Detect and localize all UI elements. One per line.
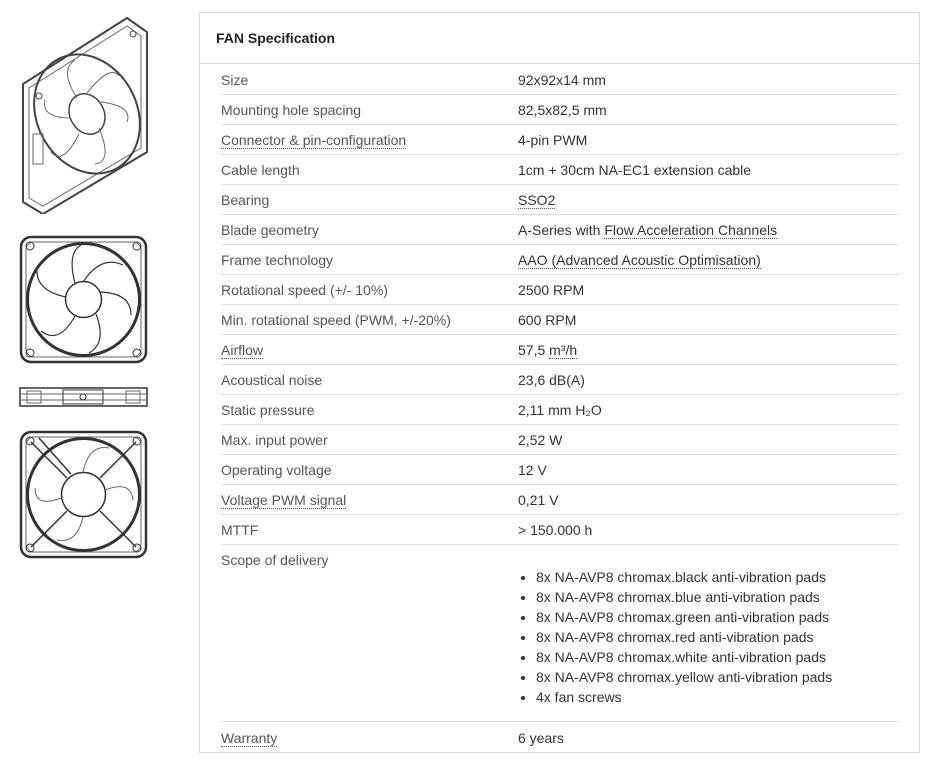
spec-value: 0,21 V: [518, 491, 559, 508]
spec-row-static-pressure: [221, 395, 899, 425]
spec-value-prefix: A-Series with: [518, 221, 605, 238]
spec-value: 23,6 dB(A): [518, 371, 585, 388]
spec-value: 6 years: [518, 729, 564, 746]
spec-row-blade-geometry: [221, 215, 899, 245]
spec-value: 2500 RPM: [518, 281, 585, 298]
spec-row-mounting-hole-spacing: [221, 95, 899, 125]
pwm-signal-info-link[interactable]: Voltage PWM signal: [221, 491, 347, 508]
spec-label: Operating voltage: [221, 461, 332, 478]
spec-label: Frame technology: [221, 251, 334, 268]
fan-drawings: [0, 0, 190, 761]
spec-row-airflow: [221, 335, 899, 365]
fan-front-drawing: [19, 235, 148, 364]
scope-list-container: [518, 545, 899, 707]
list-item: • 8x NA-AVP8 chromax.white anti-vibration pads: [536, 647, 899, 667]
panel-header: [200, 13, 919, 64]
spec-value: 12 V: [518, 461, 547, 478]
spec-row-min-rotational-speed: [221, 305, 899, 335]
spec-label: Blade geometry: [221, 221, 320, 238]
spec-value: 2,52 W: [518, 431, 563, 448]
airflow-unit-link[interactable]: m³/h: [549, 341, 578, 358]
spec-row-warranty: [221, 722, 899, 753]
list-item: • 4x fan screws: [536, 687, 899, 707]
spec-label: MTTF: [221, 521, 259, 538]
spec-value: 600 RPM: [518, 311, 577, 328]
spec-label: Max. input power: [221, 431, 328, 448]
spec-label: Mounting hole spacing: [221, 101, 362, 118]
spec-value: 1cm + 30cm NA-EC1 extension cable: [518, 161, 752, 178]
scope-list: [518, 567, 899, 707]
list-item: • 8x NA-AVP8 chromax.green anti-vibration pads: [536, 607, 899, 627]
spec-panel: [199, 12, 920, 753]
spec-label: Size: [221, 71, 249, 88]
spec-label: Min. rotational speed (PWM, +/-20%): [221, 311, 451, 328]
bearing-info-link[interactable]: SSO2: [518, 191, 556, 208]
fan-back-drawing: [19, 430, 148, 559]
spec-value: > 150.000 h: [518, 521, 593, 538]
aao-info-link[interactable]: AAO (Advanced Acoustic Optimisation): [518, 251, 761, 268]
fan-side-drawing: [19, 385, 148, 411]
list-item: • 8x NA-AVP8 chromax.yellow anti-vibration pads: [536, 667, 899, 687]
spec-label: Cable length: [221, 161, 300, 178]
spec-label: Static pressure: [221, 401, 315, 418]
spec-row-cable-length: [221, 155, 899, 185]
spec-row-max-input-power: [221, 425, 899, 455]
warranty-info-link[interactable]: Warranty: [221, 729, 278, 746]
spec-row-voltage-pwm-signal: [221, 485, 899, 515]
connector-info-link[interactable]: Connector & pin-configuration: [221, 131, 407, 148]
spec-row-connector: [221, 125, 899, 155]
spec-label: Scope of delivery: [221, 552, 329, 568]
flow-acceleration-channels-link[interactable]: Flow Acceleration Channels: [604, 221, 778, 238]
spec-table: [221, 65, 899, 753]
spec-row-operating-voltage: [221, 455, 899, 485]
airflow-info-link[interactable]: Airflow: [221, 341, 264, 358]
spec-row-rotational-speed: [221, 275, 899, 305]
spec-row-frame-technology: [221, 245, 899, 275]
list-item: • 8x NA-AVP8 chromax.blue anti-vibration pads: [536, 587, 899, 607]
spec-row-scope-of-delivery: [221, 545, 899, 722]
spec-label: Rotational speed (+/- 10%): [221, 281, 388, 298]
spec-value-prefix: 57,5: [518, 341, 550, 358]
spec-label: Bearing: [221, 191, 270, 208]
panel-title: FAN Specification: [216, 30, 336, 46]
fan-isometric-drawing: [15, 14, 155, 214]
spec-row-bearing: [221, 185, 899, 215]
spec-value: 2,11 mm H₂O: [518, 401, 602, 418]
spec-value: 4-pin PWM: [518, 131, 588, 148]
list-item: • 8x NA-AVP8 chromax.red anti-vibration pads: [536, 627, 899, 647]
spec-row-size: [221, 65, 899, 95]
spec-value: 82,5x82,5 mm: [518, 101, 607, 118]
list-item: • 8x NA-AVP8 chromax.black anti-vibration pads: [536, 567, 899, 587]
spec-row-mttf: [221, 515, 899, 545]
spec-label: Acoustical noise: [221, 371, 323, 388]
spec-row-acoustical-noise: [221, 365, 899, 395]
spec-value: 92x92x14 mm: [518, 71, 606, 88]
